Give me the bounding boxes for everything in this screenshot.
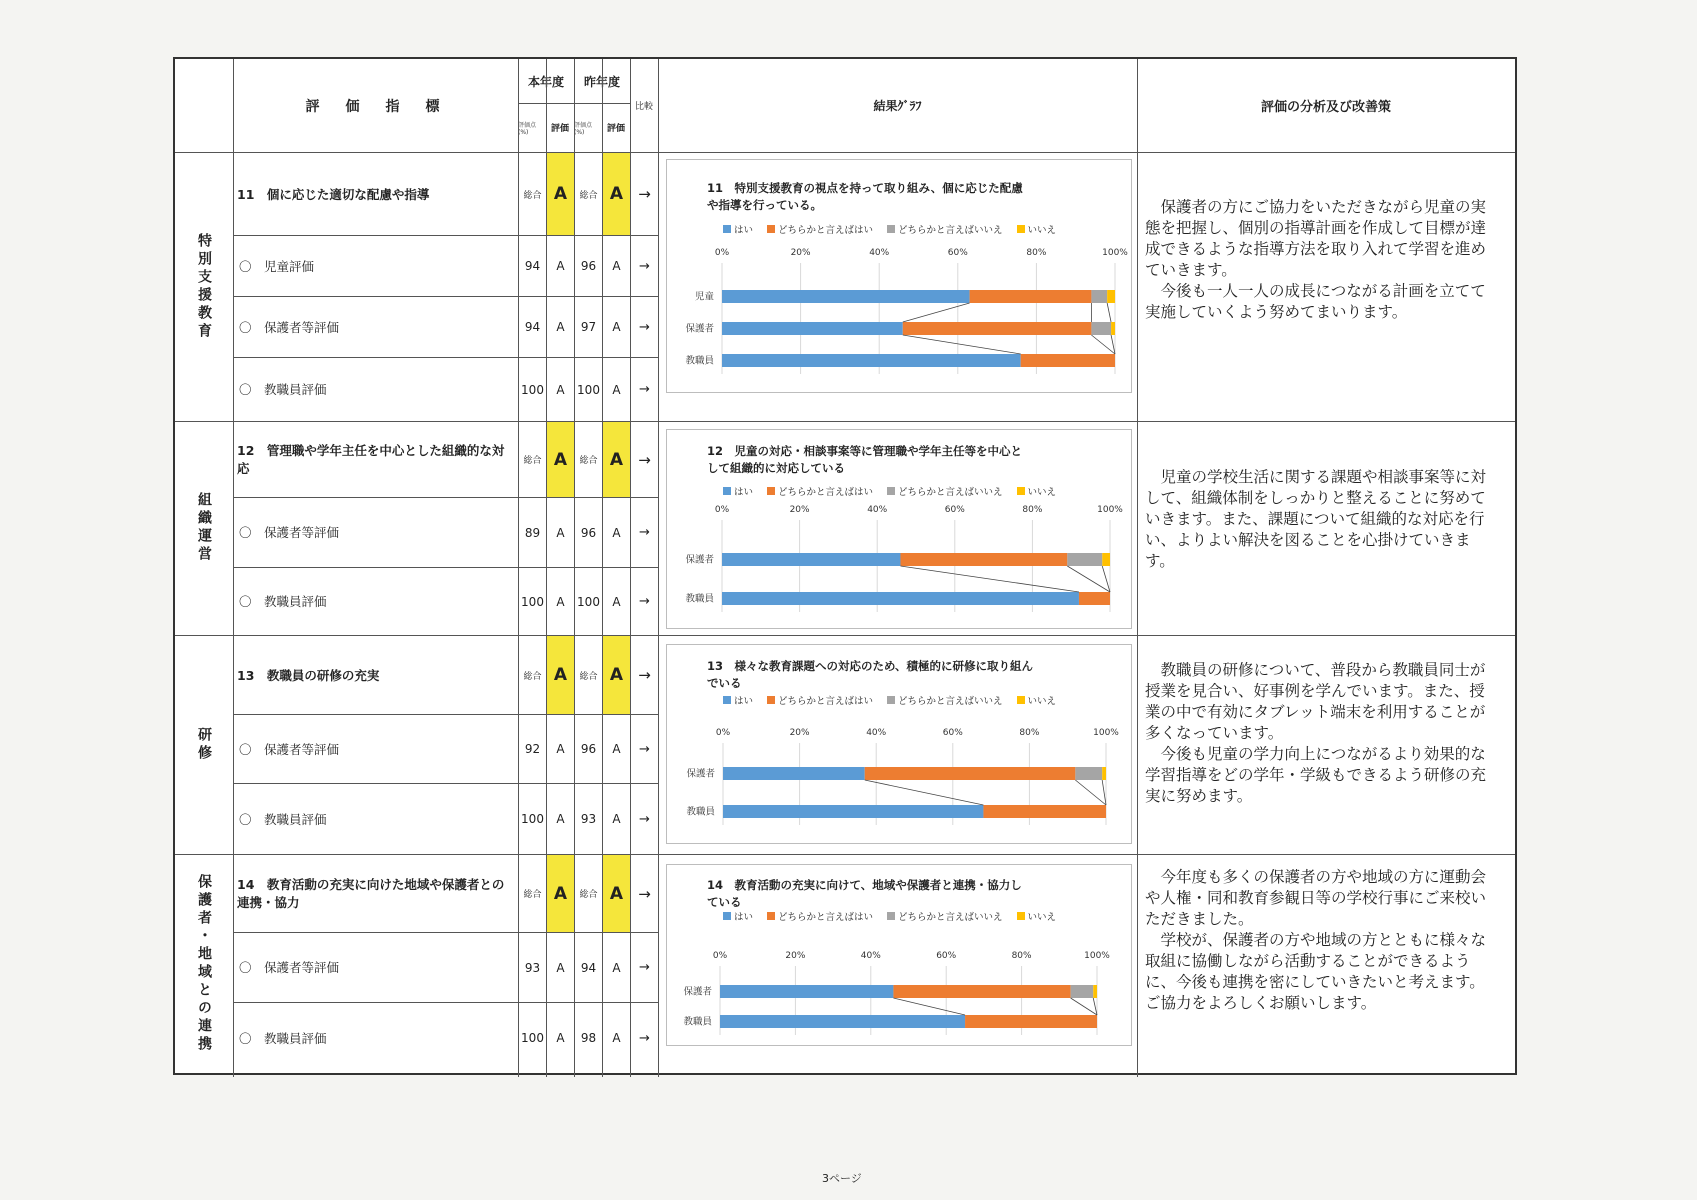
- chart-plot: [667, 865, 1131, 1045]
- cell-last-grade: A: [612, 742, 621, 756]
- chart-title: ている: [707, 895, 742, 909]
- cell-last-score: 97: [580, 320, 597, 334]
- chart-series-line: [1071, 998, 1097, 1015]
- header-rating: 評価: [550, 124, 569, 134]
- chart-bar-segment: [900, 553, 1067, 566]
- cell-last-grade: A: [603, 422, 630, 497]
- chart-series-line: [903, 335, 1021, 354]
- chart-category-label: 保護者: [686, 768, 715, 780]
- chart-bar-segment: [1091, 290, 1107, 303]
- indicator-title: 13 教職員の研修の充実: [237, 667, 380, 683]
- chart-category-label: 児童: [694, 291, 714, 303]
- cell-last-score: 98: [580, 1031, 597, 1045]
- chart-bar-segment: [722, 322, 903, 335]
- cell-this-grade: A: [556, 594, 565, 609]
- evaluation-row-label: 〇 保護者等評価: [239, 525, 340, 540]
- chart-tick-label: 60%: [944, 505, 965, 515]
- indicator-title: 11 個に応じた適切な配慮や指導: [237, 186, 430, 202]
- header-indicator: 評 価 指 標: [305, 98, 446, 115]
- cell-last-score: 総合: [579, 890, 598, 900]
- cell-this-grade: A: [556, 1031, 565, 1045]
- chart-tick-label: 80%: [1011, 951, 1032, 961]
- chart-tick-label: 60%: [942, 728, 963, 738]
- chart-tick-label: 40%: [866, 728, 887, 738]
- chart-tick-label: 20%: [789, 505, 810, 515]
- cell-this-grade: A: [556, 320, 565, 334]
- cell-this-grade: A: [547, 855, 574, 932]
- chart-tick-label: 60%: [947, 248, 968, 258]
- cell-last-score: 100: [577, 594, 600, 609]
- chart-bar-segment: [1111, 322, 1115, 335]
- chart-title: 12 児童の対応・相談事案等に管理職や学年主任等を中心と: [707, 444, 1023, 458]
- grid-line-v: [1137, 59, 1138, 1077]
- analysis-paragraph: 今後も児童の学力向上につながるより効果的な学習指導をどの学年・学級もできるよう研修の充実に努めます。: [1145, 745, 1487, 805]
- header-this-year: 本年度: [527, 74, 564, 89]
- legend-label: はい: [734, 487, 754, 498]
- evaluation-table: [173, 57, 1517, 1075]
- result-chart: [666, 864, 1132, 1046]
- cell-this-score: 94: [524, 320, 541, 334]
- analysis-paragraph: 保護者の方にご協力をいただきながら児童の実態を把握し、個別の指導計画を作成して目標が達成できるような指導方法を取り入れて学習を進めていきます。: [1145, 198, 1487, 279]
- chart-category-label: 保護者: [685, 554, 714, 566]
- analysis-paragraph: 今後も一人一人の成長につながる計画を立てて実施していくよう努めてまいります。: [1145, 282, 1486, 321]
- chart-tick-label: 0%: [712, 951, 728, 961]
- chart-tick-label: 60%: [936, 951, 957, 961]
- cell-last-grade: A: [612, 525, 621, 540]
- indicator-title: 12 管理職や学年主任を中心とした組織的な対応: [237, 443, 505, 476]
- chart-series-line: [1093, 998, 1097, 1015]
- chart-plot: [667, 160, 1131, 392]
- legend-label: どちらかと言えばはい: [778, 696, 874, 707]
- header-rating: 評価: [606, 124, 625, 134]
- chart-category-label: 教職員: [685, 593, 714, 605]
- chart-bar-segment: [723, 767, 865, 780]
- cell-last-grade: A: [603, 636, 630, 714]
- evaluation-row-label: 〇 教職員評価: [239, 594, 327, 609]
- cell-last-score: 96: [580, 525, 597, 540]
- chart-bar-segment: [722, 290, 970, 303]
- cell-compare: →: [639, 382, 650, 397]
- chart-bar-segment: [1075, 767, 1102, 780]
- cell-last-score: 94: [580, 960, 597, 975]
- legend-label: どちらかと言えばはい: [778, 912, 874, 923]
- cell-this-score: 総合: [523, 190, 542, 201]
- chart-tick-label: 80%: [1026, 248, 1047, 258]
- chart-series-line: [900, 566, 1078, 592]
- chart-bar-segment: [1102, 553, 1110, 566]
- chart-tick-label: 20%: [789, 728, 810, 738]
- legend-label: はい: [734, 225, 754, 236]
- cell-compare: →: [638, 884, 651, 903]
- chart-plot: [667, 430, 1131, 628]
- cell-this-score: 総合: [523, 671, 542, 682]
- result-chart: [666, 644, 1132, 844]
- cell-this-grade: A: [556, 382, 565, 397]
- cell-last-score: 総合: [579, 456, 598, 466]
- cell-this-grade: A: [547, 636, 574, 714]
- cell-compare: →: [639, 525, 650, 540]
- chart-category-label: 教職員: [683, 1016, 712, 1028]
- category-label: 特別支援教育: [196, 232, 212, 341]
- chart-title: 11 特別支援教育の視点を持って取り組み、個に応じた配慮: [707, 181, 1023, 195]
- chart-bar-segment: [720, 1015, 965, 1028]
- chart-bar-segment: [1021, 354, 1115, 367]
- chart-bar-segment: [722, 592, 1079, 605]
- chart-tick-label: 100%: [1084, 951, 1110, 961]
- chart-title: や指導を行っている。: [707, 198, 822, 212]
- analysis-paragraph: 学校が、保護者の方や地域の方とともに様々な取組に協働しながら活動することができるように、今後も連携を密にしていきたいと考えます。ご協力をよろしくお願いします。: [1145, 931, 1487, 1012]
- analysis-paragraph: 今年度も多くの保護者の方や地域の方に運動会や人権・同和教育参観日等の学校行事にご来校いただきました。: [1145, 868, 1487, 928]
- chart-tick-label: 100%: [1097, 505, 1123, 515]
- legend-label: はい: [734, 912, 754, 923]
- cell-this-grade: A: [556, 960, 565, 975]
- header-score-pct: 評価点(%): [574, 121, 593, 136]
- chart-bar-segment: [1079, 592, 1110, 605]
- cell-this-grade: A: [547, 422, 574, 497]
- cell-this-grade: A: [556, 259, 565, 273]
- legend-label: いいえ: [1027, 912, 1057, 923]
- chart-bar-segment: [1091, 322, 1111, 335]
- cell-compare: →: [639, 960, 650, 975]
- cell-last-grade: A: [612, 259, 621, 273]
- evaluation-row-label: 〇 教職員評価: [239, 811, 327, 827]
- legend-label: どちらかと言えばいいえ: [898, 225, 1003, 236]
- legend-label: はい: [734, 696, 754, 707]
- cell-this-grade: A: [556, 525, 565, 540]
- evaluation-row-label: 〇 教職員評価: [239, 1030, 327, 1046]
- cell-compare: →: [638, 185, 651, 203]
- chart-series-line: [865, 780, 984, 805]
- chart-bar-segment: [1107, 290, 1115, 303]
- chart-tick-label: 0%: [715, 728, 731, 738]
- cell-last-grade: A: [612, 594, 621, 609]
- cell-this-grade: A: [547, 153, 574, 235]
- cell-compare: →: [638, 450, 651, 469]
- cell-this-score: 100: [521, 382, 544, 397]
- cell-last-score: 100: [577, 382, 600, 397]
- legend-label: どちらかと言えばはい: [778, 225, 874, 236]
- evaluation-row-label: 〇 保護者等評価: [239, 741, 340, 757]
- chart-bar-segment: [865, 767, 1076, 780]
- chart-bar-segment: [723, 805, 983, 818]
- header-score-pct: 評価点(%): [518, 121, 537, 136]
- cell-compare: →: [639, 258, 650, 274]
- legend-label: どちらかと言えばいいえ: [898, 912, 1003, 923]
- legend-label: いいえ: [1027, 487, 1057, 498]
- chart-series-line: [903, 303, 970, 322]
- legend-label: どちらかと言えばいいえ: [898, 487, 1003, 498]
- cell-this-score: 100: [521, 1031, 544, 1045]
- chart-tick-label: 20%: [790, 248, 811, 258]
- chart-series-line: [1075, 780, 1106, 805]
- header-analysis: 評価の分析及び改善策: [1260, 100, 1391, 115]
- chart-plot: [667, 645, 1131, 843]
- analysis-comment: [1145, 660, 1499, 807]
- cell-last-score: 93: [580, 812, 597, 826]
- grid-line-v: [658, 59, 659, 1077]
- result-chart: [666, 159, 1132, 393]
- chart-tick-label: 80%: [1019, 728, 1040, 738]
- evaluation-row-label: 〇 保護者等評価: [239, 960, 340, 975]
- cell-last-score: 総合: [579, 671, 598, 682]
- chart-bar-segment: [722, 553, 900, 566]
- analysis-comment: [1145, 867, 1499, 1014]
- legend-label: どちらかと言えばはい: [778, 487, 874, 498]
- evaluation-row-label: 〇 教職員評価: [239, 382, 327, 397]
- cell-last-grade: A: [612, 1031, 621, 1045]
- legend-label: どちらかと言えばいいえ: [898, 696, 1003, 707]
- chart-tick-label: 40%: [867, 505, 888, 515]
- cell-compare: →: [639, 1030, 650, 1046]
- chart-bar-segment: [983, 805, 1106, 818]
- chart-bar-segment: [903, 322, 1092, 335]
- header-result-graph: 結果ｸﾞﾗﾌ: [873, 99, 922, 113]
- chart-bar-segment: [1071, 985, 1094, 998]
- chart-bar-segment: [722, 354, 1021, 367]
- chart-tick-label: 0%: [714, 505, 730, 515]
- chart-bar-segment: [720, 985, 893, 998]
- chart-tick-label: 80%: [1022, 505, 1043, 515]
- header-last-year: 昨年度: [583, 74, 620, 89]
- chart-title: 14 教育活動の充実に向けて、地域や保護者と連携・協力し: [707, 878, 1022, 892]
- cell-compare: →: [639, 319, 650, 335]
- chart-title: 13 様々な教育課題への対応のため、積極的に研修に取り組ん: [707, 659, 1034, 673]
- grid-line-v: [233, 59, 234, 1077]
- cell-compare: →: [638, 666, 651, 684]
- evaluation-row-label: 〇 児童評価: [239, 258, 315, 274]
- legend-label: いいえ: [1027, 696, 1057, 707]
- chart-category-label: 保護者: [685, 323, 714, 335]
- cell-this-score: 89: [524, 525, 541, 540]
- cell-this-score: 92: [524, 742, 541, 756]
- analysis-comment: [1145, 467, 1499, 572]
- chart-tick-label: 20%: [785, 951, 806, 961]
- analysis-paragraph: 教職員の研修について、普段から教職員同士が授業を見合い、好事例を学んでいます。また、授業の中で有効にタブレット端末を利用することが多くなっています。: [1145, 661, 1486, 742]
- chart-category-label: 教職員: [686, 806, 715, 818]
- cell-this-grade: A: [556, 812, 565, 826]
- chart-bar-segment: [1093, 985, 1097, 998]
- cell-last-grade: A: [603, 855, 630, 932]
- cell-last-grade: A: [612, 320, 621, 334]
- cell-compare: →: [639, 741, 650, 757]
- cell-this-score: 100: [521, 812, 544, 826]
- chart-bar-segment: [1102, 767, 1106, 780]
- cell-last-score: 総合: [579, 190, 598, 201]
- cell-this-score: 93: [524, 960, 541, 975]
- chart-bar-segment: [1067, 553, 1102, 566]
- indicator-title: 14 教育活動の充実に向けた地域や保護者との連携・協力: [237, 877, 505, 910]
- chart-bar-segment: [970, 290, 1092, 303]
- analysis-paragraph: 児童の学校生活に関する課題や相談事案等に対して、組織体制をしっかりと整えることに努めていきます。また、課題について組織的な対応を行い、よりよい解決を図ることを心掛けていきます。: [1145, 468, 1487, 570]
- category-label: 組織運営: [196, 492, 212, 564]
- evaluation-row-label: 〇 保護者等評価: [239, 319, 340, 335]
- chart-category-label: 保護者: [683, 986, 712, 998]
- chart-bar-segment: [893, 985, 1070, 998]
- page-number: 3ページ: [822, 1172, 862, 1185]
- cell-this-score: 94: [524, 259, 541, 273]
- analysis-comment: [1145, 197, 1499, 323]
- chart-bar-segment: [965, 1015, 1097, 1028]
- cell-last-score: 96: [580, 742, 597, 756]
- chart-category-label: 教職員: [685, 355, 714, 367]
- result-chart: [666, 429, 1132, 629]
- cell-this-grade: A: [556, 742, 565, 756]
- chart-title: して組織的に対応している: [707, 461, 845, 475]
- cell-this-score: 総合: [523, 890, 542, 900]
- header-compare: 比較: [634, 102, 653, 112]
- chart-tick-label: 100%: [1093, 728, 1119, 738]
- cell-this-score: 総合: [523, 456, 542, 466]
- chart-title: でいる: [707, 676, 742, 690]
- chart-tick-label: 40%: [869, 248, 890, 258]
- cell-last-grade: A: [612, 382, 621, 397]
- cell-this-score: 100: [521, 594, 544, 609]
- chart-tick-label: 40%: [860, 951, 881, 961]
- cell-compare: →: [639, 811, 650, 827]
- legend-label: いいえ: [1027, 225, 1057, 236]
- chart-series-line: [893, 998, 965, 1015]
- category-label: 研修: [196, 726, 212, 763]
- chart-tick-label: 0%: [714, 248, 730, 258]
- chart-tick-label: 100%: [1102, 248, 1128, 258]
- cell-last-grade: A: [612, 812, 621, 826]
- chart-series-line: [1102, 780, 1106, 805]
- chart-series-line: [1107, 303, 1111, 322]
- cell-last-score: 96: [580, 259, 597, 273]
- category-label: 保護者・地域との連携: [196, 873, 212, 1054]
- cell-last-grade: A: [612, 960, 621, 975]
- cell-last-grade: A: [603, 153, 630, 235]
- cell-compare: →: [639, 594, 650, 609]
